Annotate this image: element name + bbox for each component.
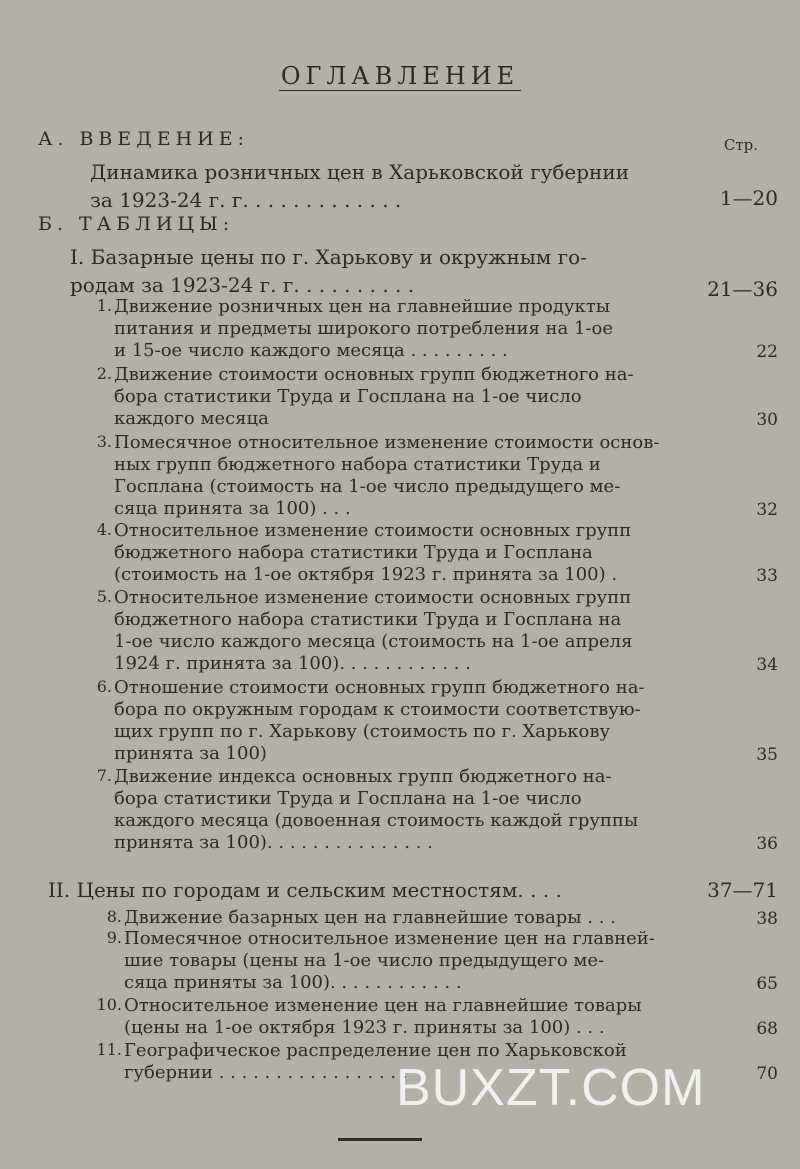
part-2-page: 37—71 [707,878,778,902]
table-page: 70 [756,1064,778,1084]
table-page: 34 [756,655,778,675]
table-number: 9. [106,928,122,947]
table-page: 33 [756,566,778,586]
table-entry: Движение индекса основных групп бюджетного на- бора статистики Труда и Госплана на 1-ое число каждого месяца (довоенная стоимость каждой группы принята за 100). . . . . . . . . . . . . . . [114,766,639,853]
part-1-page: 21—36 [707,277,778,301]
table-entry: Относительное изменение стоимости основных групп бюджетного набора статистики Труда и Госплана (стоимость на 1-ое октября 1923 г. принята за 100) . [114,520,632,585]
end-rule [338,1138,422,1141]
table-page: 36 [756,834,778,854]
table-number: 4. [96,520,112,539]
table-number: 2. [96,364,112,383]
table-number: 3. [96,432,112,451]
table-page: 38 [756,909,778,929]
watermark: BUXZT.COM [396,1059,706,1117]
table-page: 35 [756,745,778,765]
table-page: 30 [756,410,778,430]
section-b-label: Б. ТАБЛИЦЫ: [38,213,235,235]
table-entry: Отношение стоимости основных групп бюджетного на- бора по окружным городам к стоимости соответствую- щих групп по г. Харькову (стоимость по г. Харькову принята за 100) [114,677,645,764]
table-number: 11. [96,1040,122,1059]
table-page: 22 [756,342,778,362]
table-entry: Относительное изменение цен на главнейшие товары (цены на 1-ое октября 1923 г. приняты за 100) . . . [124,995,642,1038]
page-title: ОГЛАВЛЕНИЕ [280,62,520,90]
table-number: 6. [96,677,112,696]
table-number: 1. [96,296,112,315]
part-2-entry: II. Цены по городам и сельским местностям. . . . [48,878,562,902]
table-page: 68 [756,1019,778,1039]
table-number: 5. [96,587,112,606]
table-entry: Помесячное относительное изменение цен на главней- шие товары (цены на 1-ое число предыдущего ме- сяца приняты за 100). . . . . . . . . . . . [124,928,655,993]
table-page: 65 [756,974,778,994]
table-entry: Движение стоимости основных групп бюджетного на- бора статистики Труда и Госплана на 1-ое число каждого месяца [114,364,634,429]
section-a-entry: Динамика розничных цен в Харьковской губернии за 1923-24 г. г. . . . . . . . . . . . . [90,160,630,212]
table-entry: Относительное изменение стоимости основных групп бюджетного набора статистики Труда и Госплана на 1-ое число каждого месяца (стоимость на 1-ое апреля 1924 г. принята за 100). . . . . . . . . . . . [114,587,633,674]
table-number: 7. [96,766,112,785]
section-a-label: А. ВВЕДЕНИЕ: [38,128,249,150]
table-entry: Помесячное относительное изменение стоимости основ- ных групп бюджетного набора статистики Труда и Госплана (стоимость на 1-ое число предыдущего ме- сяца принята за 100) . . . [114,432,660,519]
page-column-label: Стр. [723,136,758,154]
table-page: 32 [756,500,778,520]
table-number: 8. [106,907,122,926]
table-entry: Движение розничных цен на главнейшие продукты питания и предметы широкого потребления на 1-ое и 15-ое число каждого месяца . . . . . . . . . [114,296,613,361]
table-entry: Движение базарных цен на главнейшие товары . . . [124,907,616,928]
part-1-entry: I. Базарные цены по г. Харькову и окружным го- родам за 1923-24 г. г. . . . . . . . . . [70,245,587,297]
table-entry: Географическое распределение цен по Харьковской губернии . . . . . . . . . . . . . . . . . [124,1040,627,1083]
table-number: 10. [96,995,122,1014]
section-a-page: 1—20 [719,186,778,210]
